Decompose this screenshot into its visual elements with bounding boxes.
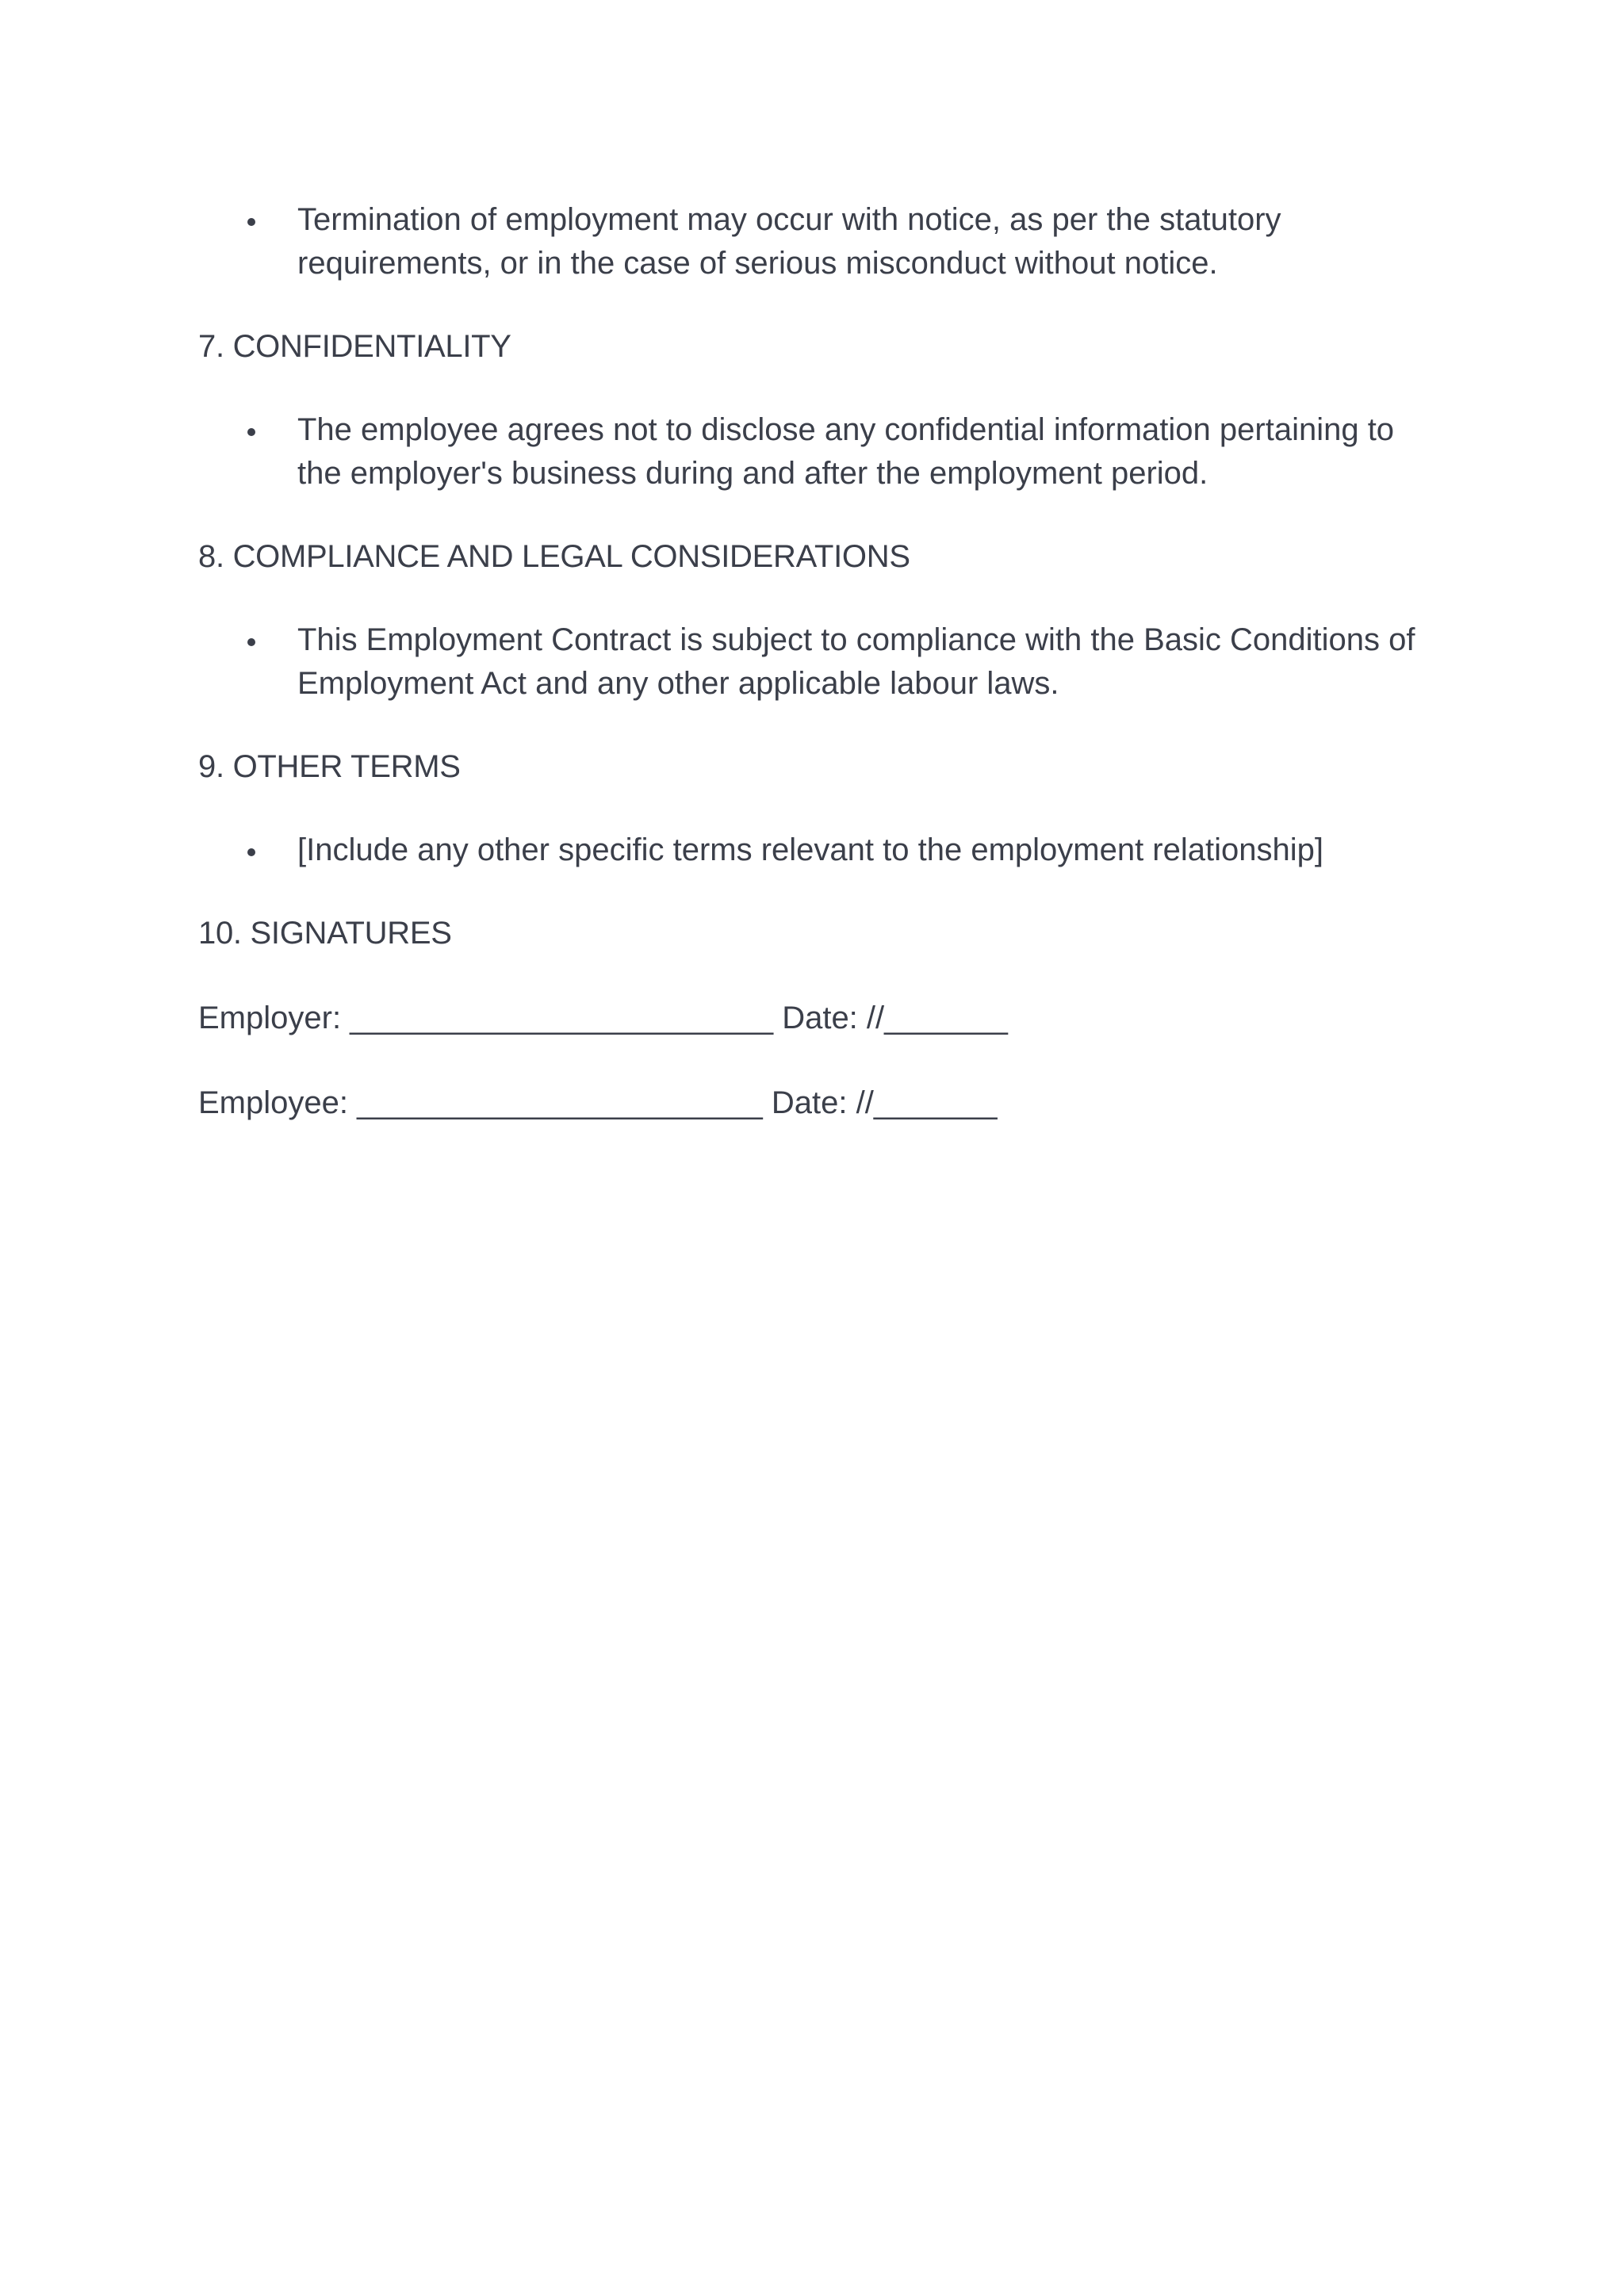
- other-terms-bullet: [198, 828, 1435, 872]
- bullet-icon: [247, 428, 255, 436]
- compliance-bullet: [198, 618, 1435, 706]
- compliance-list: [198, 618, 1435, 706]
- confidentiality-list: [198, 408, 1435, 496]
- other-terms-text: [Include any other specific terms relevant to the employment relationship]: [297, 832, 1323, 867]
- other-terms-heading: 9. OTHER TERMS: [198, 749, 461, 784]
- confidentiality-bullet: [198, 408, 1435, 496]
- termination-bullet: [198, 198, 1435, 285]
- bullet-icon: [247, 848, 255, 856]
- other-terms-list: [198, 828, 1435, 872]
- confidentiality-text: The employee agrees not to disclose any confidential information pertaining to the employer's business during and after the employment period.: [297, 412, 1395, 491]
- bullet-icon: [247, 638, 255, 646]
- document-page: [198, 198, 1435, 1125]
- employee-signature-line: Employee: _______________________ Date: //_______: [198, 1085, 998, 1120]
- employer-signature-line: Employer: ________________________ Date: //_______: [198, 1001, 1008, 1035]
- signatures-heading: 10. SIGNATURES: [198, 916, 452, 951]
- compliance-text: This Employment Contract is subject to compliance with the Basic Conditions of Employment Act and any other applicable labour laws.: [297, 622, 1415, 701]
- confidentiality-heading: 7. CONFIDENTIALITY: [198, 329, 511, 364]
- compliance-heading: 8. COMPLIANCE AND LEGAL CONSIDERATIONS: [198, 539, 910, 574]
- termination-list: [198, 198, 1435, 285]
- bullet-icon: [247, 218, 255, 226]
- termination-text: Termination of employment may occur with notice, as per the statutory requirements, or in the case of serious misconduct without notice.: [297, 202, 1281, 281]
